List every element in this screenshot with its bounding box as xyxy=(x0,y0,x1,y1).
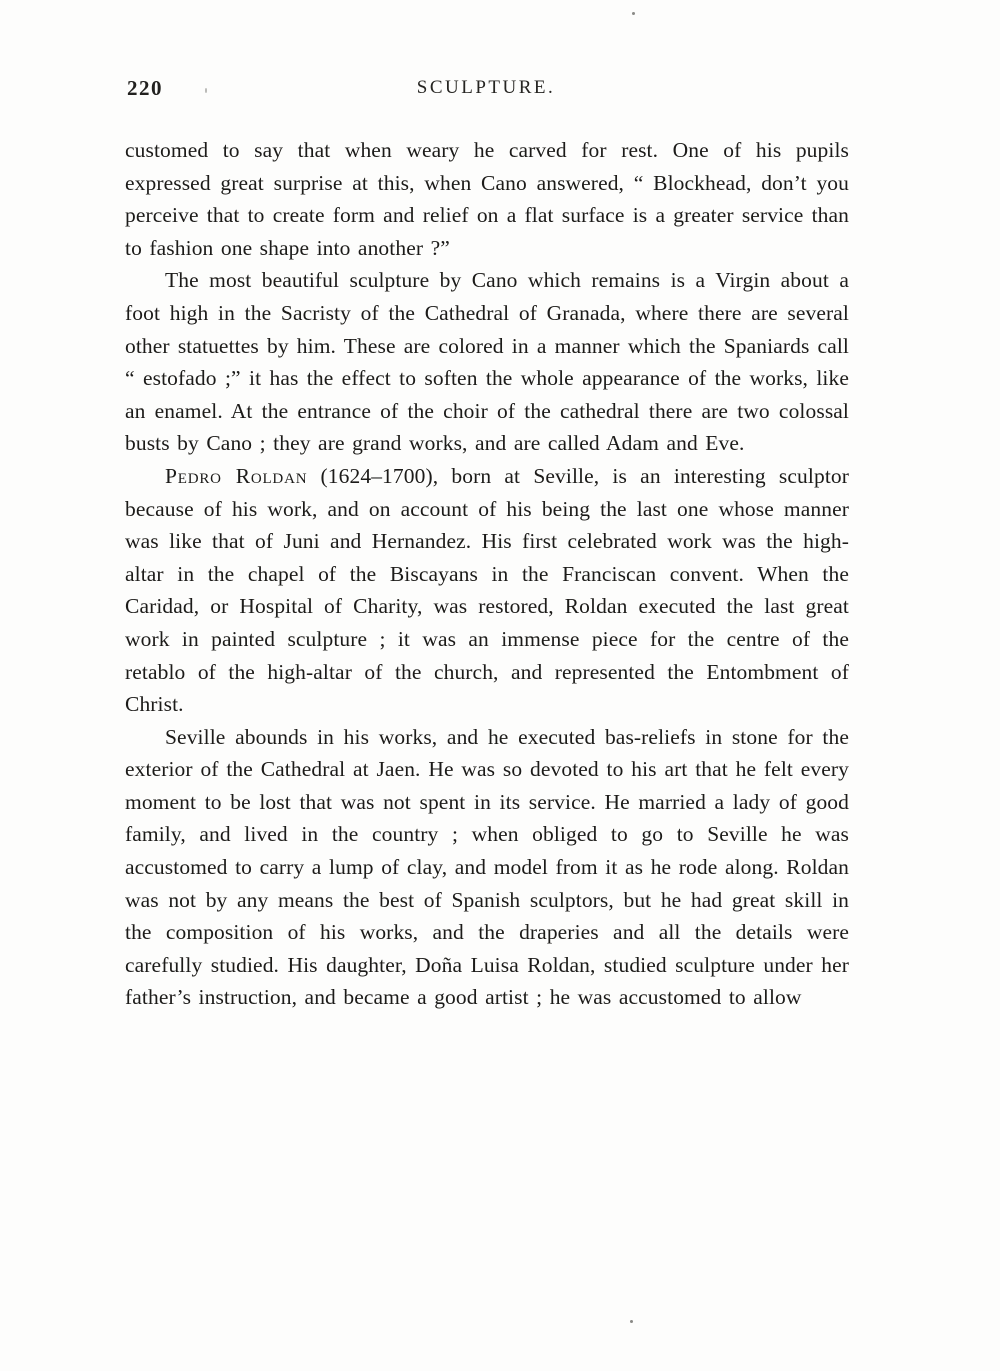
paragraph-cano-sculpture: The most beautiful sculpture by Cano which remains is a Virgin about a foot high in the Sacristy of the Cathedral of Granada, where there are several other statuettes by him. These are colored in a manner which the Spaniards call “ estofado ;” it has the effect to soften the whole appearance of the works, like an enamel. At the entrance of the choir of the cathedral there are two colossal busts by Cano ; they are grand works, and are called Adam and Eve. xyxy=(125,268,849,456)
paragraph-pedro-roldan-text: (1624–1700), born at Seville, is an interesting sculptor because of his work, and on account of his being the last one whose manner was like that of Juni and Hernandez. His first celebrated work was the high-altar in the chapel of the Biscayans in the Franciscan convent. When the Caridad, or Hospital of Charity, was restored, Roldan executed the last great work in painted sculpture ; it was an immense piece for the centre of the retablo of the high-altar of the church, and represented the Entombment of Christ. xyxy=(125,463,850,717)
text-block xyxy=(125,134,849,1014)
scan-speck xyxy=(632,12,635,15)
scan-speck xyxy=(630,1320,633,1323)
paragraph-continuation: customed to say that when weary he carved for rest. One of his pupils expressed great surprise at this, when Cano answered, “ Blockhead, don’t you perceive that to create form and relief on a flat surface is a greater service than to fashion one shape into another ?” xyxy=(125,138,849,260)
paragraph-seville-works: Seville abounds in his works, and he executed bas-reliefs in stone for the exterior of the Cathedral at Jaen. He was so devoted to his art that he felt every moment to be lost that was not spent in its service. He married a lady of good family, and lived in the country ; when obliged to go to Seville he was accustomed to carry a lump of clay, and model from it as he rode along. Roldan was not by any means the best of Spanish sculptors, but he had great skill in the composition of his works, and the draperies and all the details were carefully studied. His daughter, Doña Luisa Roldan, studied sculpture under her father’s instruction, and became a good artist ; he was accustomed to allow xyxy=(125,724,849,1010)
running-head: SCULPTURE. xyxy=(416,77,556,98)
paragraph-pedro-roldan xyxy=(125,460,849,721)
person-name-smallcaps: Pedro Roldan xyxy=(165,463,308,488)
page-header xyxy=(125,76,847,106)
page-number: 220 xyxy=(127,76,163,100)
